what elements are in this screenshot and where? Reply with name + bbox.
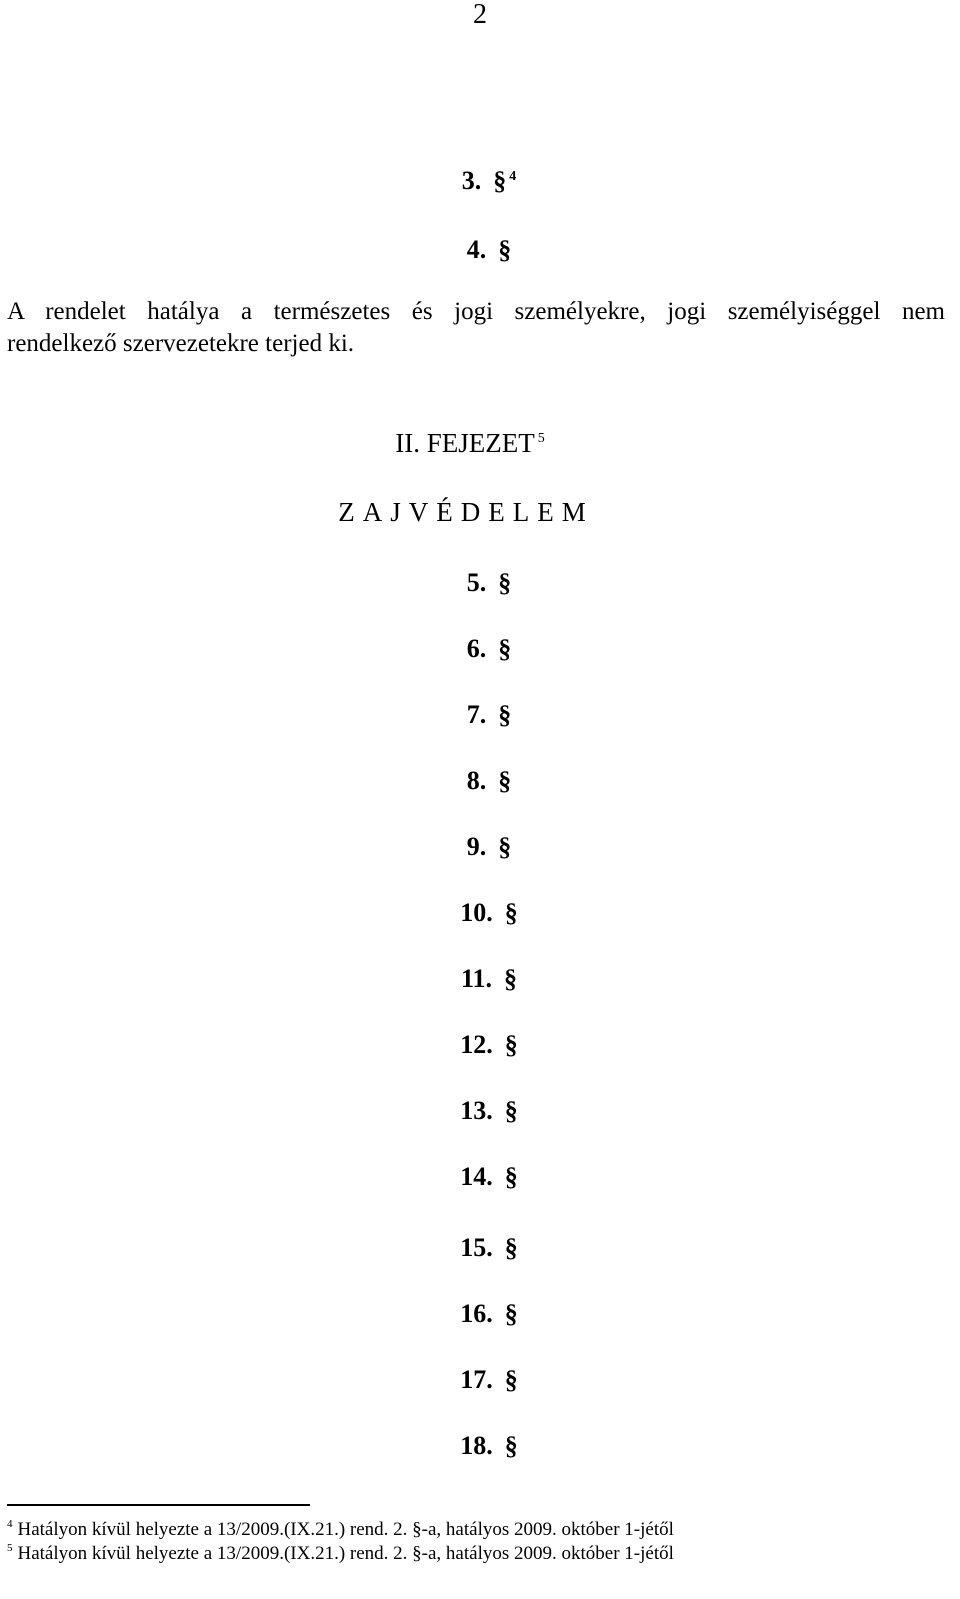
section-number: 3. (461, 166, 482, 195)
chapter-title (0, 427, 940, 459)
section-symbol: § (493, 166, 507, 195)
section-heading (0, 568, 960, 598)
footnote-ref: 4 (509, 169, 517, 184)
section-number: 6. (466, 634, 487, 663)
section-heading-4 (0, 235, 960, 265)
section-heading (0, 1299, 960, 1329)
section-number: 11. (460, 964, 493, 993)
chapter-title-text: II. FEJEZET (395, 428, 535, 458)
section-symbol: § (498, 700, 512, 729)
section-number: 9. (466, 832, 487, 861)
section-number: 7. (466, 700, 487, 729)
section-number: 10. (460, 898, 493, 927)
section-heading (0, 634, 960, 664)
section-symbol: § (504, 898, 518, 927)
section-symbol: § (498, 634, 512, 663)
section-number: 8. (466, 766, 487, 795)
footnote-marker: 4 (7, 1518, 13, 1530)
section-symbol: § (504, 1299, 518, 1328)
section-heading (0, 766, 960, 796)
paragraph-line: rendelkező szervezetekre terjed ki. (7, 330, 355, 357)
section-symbol: § (504, 1233, 518, 1262)
scope-paragraph (7, 296, 945, 360)
section-heading (0, 1162, 960, 1192)
section-number: 14. (460, 1162, 493, 1191)
section-symbol: § (504, 1431, 518, 1460)
chapter-subtitle: ZAJVÉDELEM (338, 497, 594, 527)
section-number: 4. (466, 235, 487, 264)
section-heading (0, 1233, 960, 1263)
section-symbol: § (498, 568, 512, 597)
section-symbol: § (498, 235, 512, 264)
section-symbol: § (498, 766, 512, 795)
section-heading (0, 1096, 960, 1126)
section-symbol: § (504, 1162, 518, 1191)
section-symbol: § (498, 832, 512, 861)
section-symbol: § (504, 1096, 518, 1125)
section-number: 18. (460, 1431, 493, 1460)
footnote-marker: 5 (7, 1542, 13, 1554)
section-number: 5. (466, 568, 487, 597)
footnote (7, 1519, 952, 1541)
section-symbol: § (504, 964, 518, 993)
section-heading (0, 1365, 960, 1395)
section-number: 15. (460, 1233, 493, 1262)
footnote-ref: 5 (537, 431, 545, 446)
footnote-text: Hatályon kívül helyezte a 13/2009.(IX.21.) rend. 2. §-a, hatályos 2009. október 1-jétől (17, 1543, 674, 1564)
section-heading (0, 1431, 960, 1461)
section-number: 13. (460, 1096, 493, 1125)
section-heading (0, 700, 960, 730)
section-number: 16. (460, 1299, 493, 1328)
page-number: 2 (473, 0, 487, 30)
section-number: 12. (460, 1030, 493, 1059)
section-symbol: § (504, 1365, 518, 1394)
section-heading (0, 964, 960, 994)
footnote (7, 1543, 952, 1565)
section-symbol: § (504, 1030, 518, 1059)
section-heading (0, 832, 960, 862)
section-heading (0, 898, 960, 928)
section-heading-3 (0, 166, 960, 196)
footnote-divider (7, 1504, 310, 1506)
section-number: 17. (460, 1365, 493, 1394)
section-heading (0, 1030, 960, 1060)
paragraph-line: A rendelet hatálya a természetes és jogi személyekre, jogi személyiséggel nem (7, 298, 945, 325)
footnote-text: Hatályon kívül helyezte a 13/2009.(IX.21.) rend. 2. §-a, hatályos 2009. október 1-jétől (17, 1519, 674, 1540)
